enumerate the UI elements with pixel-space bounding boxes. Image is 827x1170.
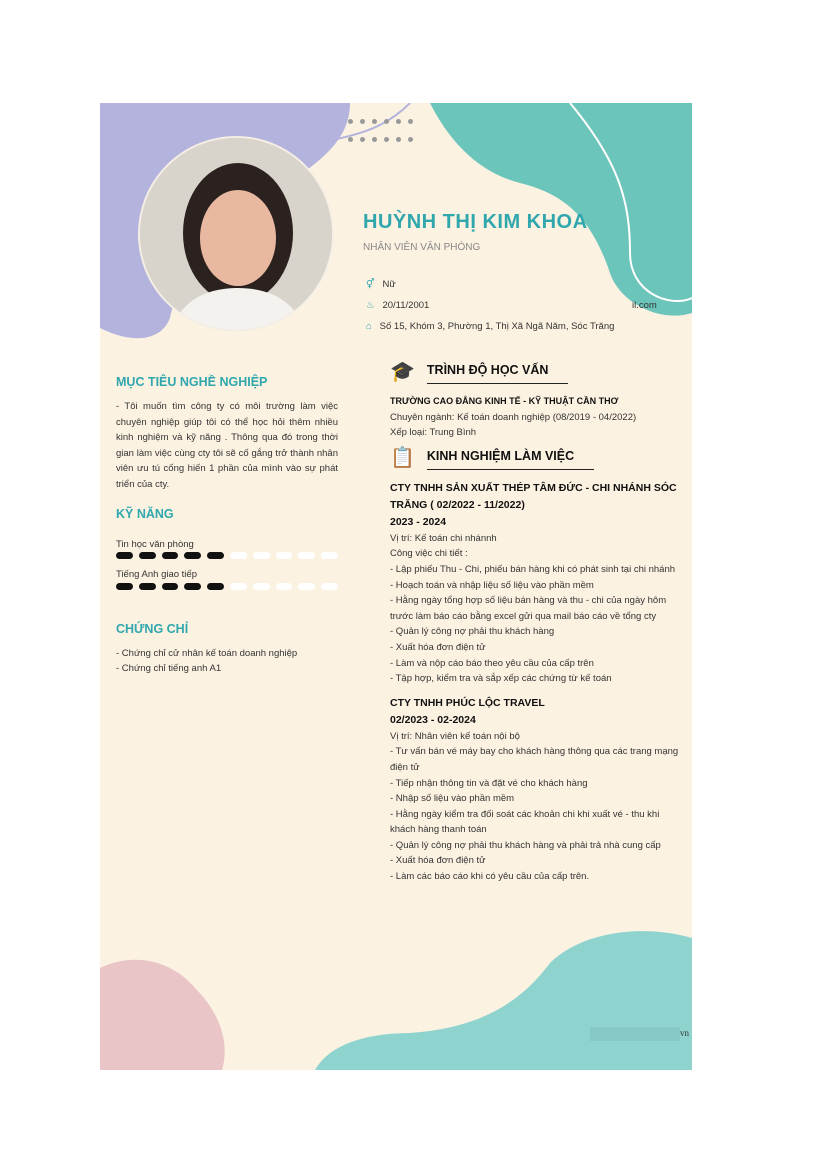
cv-page (100, 103, 692, 1070)
job-detail: - Tiếp nhận thông tin và đặt vé cho khách hàng (390, 777, 588, 789)
graduation-cap-icon: 🎓 (390, 361, 415, 383)
skills-list (116, 537, 338, 590)
skill-level-dot (253, 552, 270, 559)
job-entry (390, 695, 685, 885)
job-detail: - Quản lý công nợ phải thu khách hàng và phải trả nhà cung cấp (390, 839, 661, 851)
experience-list (390, 480, 685, 885)
skill-level-dot (184, 583, 201, 590)
email: il.com (632, 300, 657, 311)
skill-level-bar (116, 583, 338, 590)
skill-level-dot (116, 552, 133, 559)
education-heading: TRÌNH ĐỘ HỌC VẤN (427, 363, 569, 384)
job-detail: - Nhập số liệu vào phần mềm (390, 793, 515, 805)
profile-photo (138, 136, 334, 332)
rank: Xếp loại: Trung Bình (390, 427, 477, 439)
school-name: TRƯỜNG CAO ĐẲNG KINH TẾ - KỸ THUẬT CẦN THƠ (390, 396, 619, 406)
education-section-header (390, 359, 685, 384)
skill-level-dot (321, 552, 338, 559)
job-period: 2023 - 2024 (390, 515, 447, 528)
skill-level-dot (298, 552, 315, 559)
skill-item (116, 537, 338, 560)
skill-label: Tiếng Anh giao tiếp (116, 569, 197, 581)
skill-level-dot (276, 552, 293, 559)
skills-heading: KỸ NĂNG (116, 506, 174, 521)
job-detail: Công việc chi tiết : (390, 548, 468, 560)
redacted-footer (590, 1027, 680, 1041)
right-column (390, 359, 685, 893)
skill-level-dot (230, 552, 247, 559)
objective-text: - Tôi muốn tìm công ty có môi trường làm việc chuyên nghiệp giúp tôi có thể học hỏi thêm nhiều kinh nghiệm và kỹ năng . Thông qua đó trong thời gian làm việc cùng cty tôi sẽ cố gắng trở thành nhân viên ưu tú cống hiến 1 phần của mình vào sự phát triển của cty. (116, 401, 338, 490)
candidate-name: HUỲNH THỊ KIM KHOA (363, 211, 588, 233)
skill-level-dot (184, 552, 201, 559)
skill-level-dot (139, 552, 156, 559)
skill-level-dot (298, 583, 315, 590)
skill-level-bar (116, 552, 338, 559)
company-name: CTY TNHH PHÚC LỘC TRAVEL (390, 696, 545, 709)
job-title: NHÂN VIÊN VĂN PHÒNG (363, 242, 481, 253)
job-detail: - Quản lý công nợ phải thu khách hàng (390, 626, 555, 638)
job-detail: - Tư vấn bán vé máy bay cho khách hàng thông qua các trang mạng điện tử (390, 746, 679, 773)
home-icon: ⌂ (366, 321, 372, 332)
skill-level-dot (230, 583, 247, 590)
certificate-item: - Chứng chỉ cử nhân kế toán doanh nghiệp (116, 647, 298, 659)
skill-level-dot (253, 583, 270, 590)
gender-icon: ⚥ (366, 279, 375, 290)
experience-section-header (390, 445, 685, 470)
job-detail: - Hằng ngày kiểm tra đối soát các khoản chi khi xuất vé - thu khi khách hàng thanh toán (390, 808, 660, 836)
job-detail: - Hoạch toán và nhập liệu số liệu vào phần mềm (390, 579, 594, 591)
major: Chuyên ngành: Kế toán doanh nghiệp (08/2019 - 04/2022) (390, 411, 637, 423)
skill-level-dot (139, 583, 156, 590)
skill-level-dot (207, 552, 224, 559)
job-period: 02/2023 - 02-2024 (390, 713, 476, 726)
skill-level-dot (116, 583, 133, 590)
address: Số 15, Khóm 3, Phường 1, Thị Xã Ngã Năm, Sóc Trăng (379, 321, 615, 332)
skill-level-dot (162, 552, 179, 559)
job-detail: - Xuất hóa đơn điện tử (390, 641, 486, 653)
skill-level-dot (207, 583, 224, 590)
job-detail: - Lập phiếu Thu - Chi, phiếu bán hàng khi có phát sinh tại chi nhánh (390, 563, 676, 575)
skill-label: Tin học văn phòng (116, 538, 194, 550)
footer-text: vn (680, 1028, 689, 1038)
dot-pattern (348, 118, 428, 154)
objective-heading: MỤC TIÊU NGHỀ NGHIỆP (116, 375, 268, 389)
company-name: CTY TNHH SẢN XUẤT THÉP TÂM ĐỨC - CHI NHÁNH SÓC TRĂNG ( 02/2022 - 11/2022) (390, 481, 677, 511)
job-detail: - Làm và nộp cáo báo theo yêu cầu của cấp trên (390, 657, 594, 669)
date-of-birth: 20/11/2001 (382, 300, 430, 311)
contact-info (366, 274, 657, 337)
skill-level-dot (276, 583, 293, 590)
birthday-cake-icon: ♨ (366, 300, 375, 311)
skill-level-dot (162, 583, 179, 590)
certificate-icon: 📋 (390, 446, 415, 469)
gender: Nữ (382, 279, 396, 290)
job-detail: - Hằng ngày tổng hợp số liệu bán hàng và thu - chi của ngày hôm trước làm báo cáo bằng excel gửi qua mail báo cáo về tổng cty (390, 595, 667, 622)
skill-item (116, 567, 338, 590)
job-detail: Vị trí: Kế toán chi nhánnh (390, 532, 497, 544)
certificate-item: - Chứng chỉ tiếng anh A1 (116, 663, 222, 675)
job-detail: - Tập hợp, kiểm tra và sắp xếp các chứng từ kế toán (390, 673, 612, 685)
job-detail: - Làm các báo cáo khi có yêu cầu của cấp trên. (390, 871, 590, 883)
left-column (116, 375, 338, 677)
skill-level-dot (321, 583, 338, 590)
job-entry (390, 480, 685, 687)
job-detail: Vị trí: Nhân viên kế toán nội bộ (390, 730, 520, 742)
experience-heading: KINH NGHIỆM LÀM VIỆC (427, 449, 594, 470)
job-detail: - Xuất hóa đơn điện tử (390, 855, 486, 867)
certificates-heading: CHỨNG CHỈ (116, 621, 189, 636)
